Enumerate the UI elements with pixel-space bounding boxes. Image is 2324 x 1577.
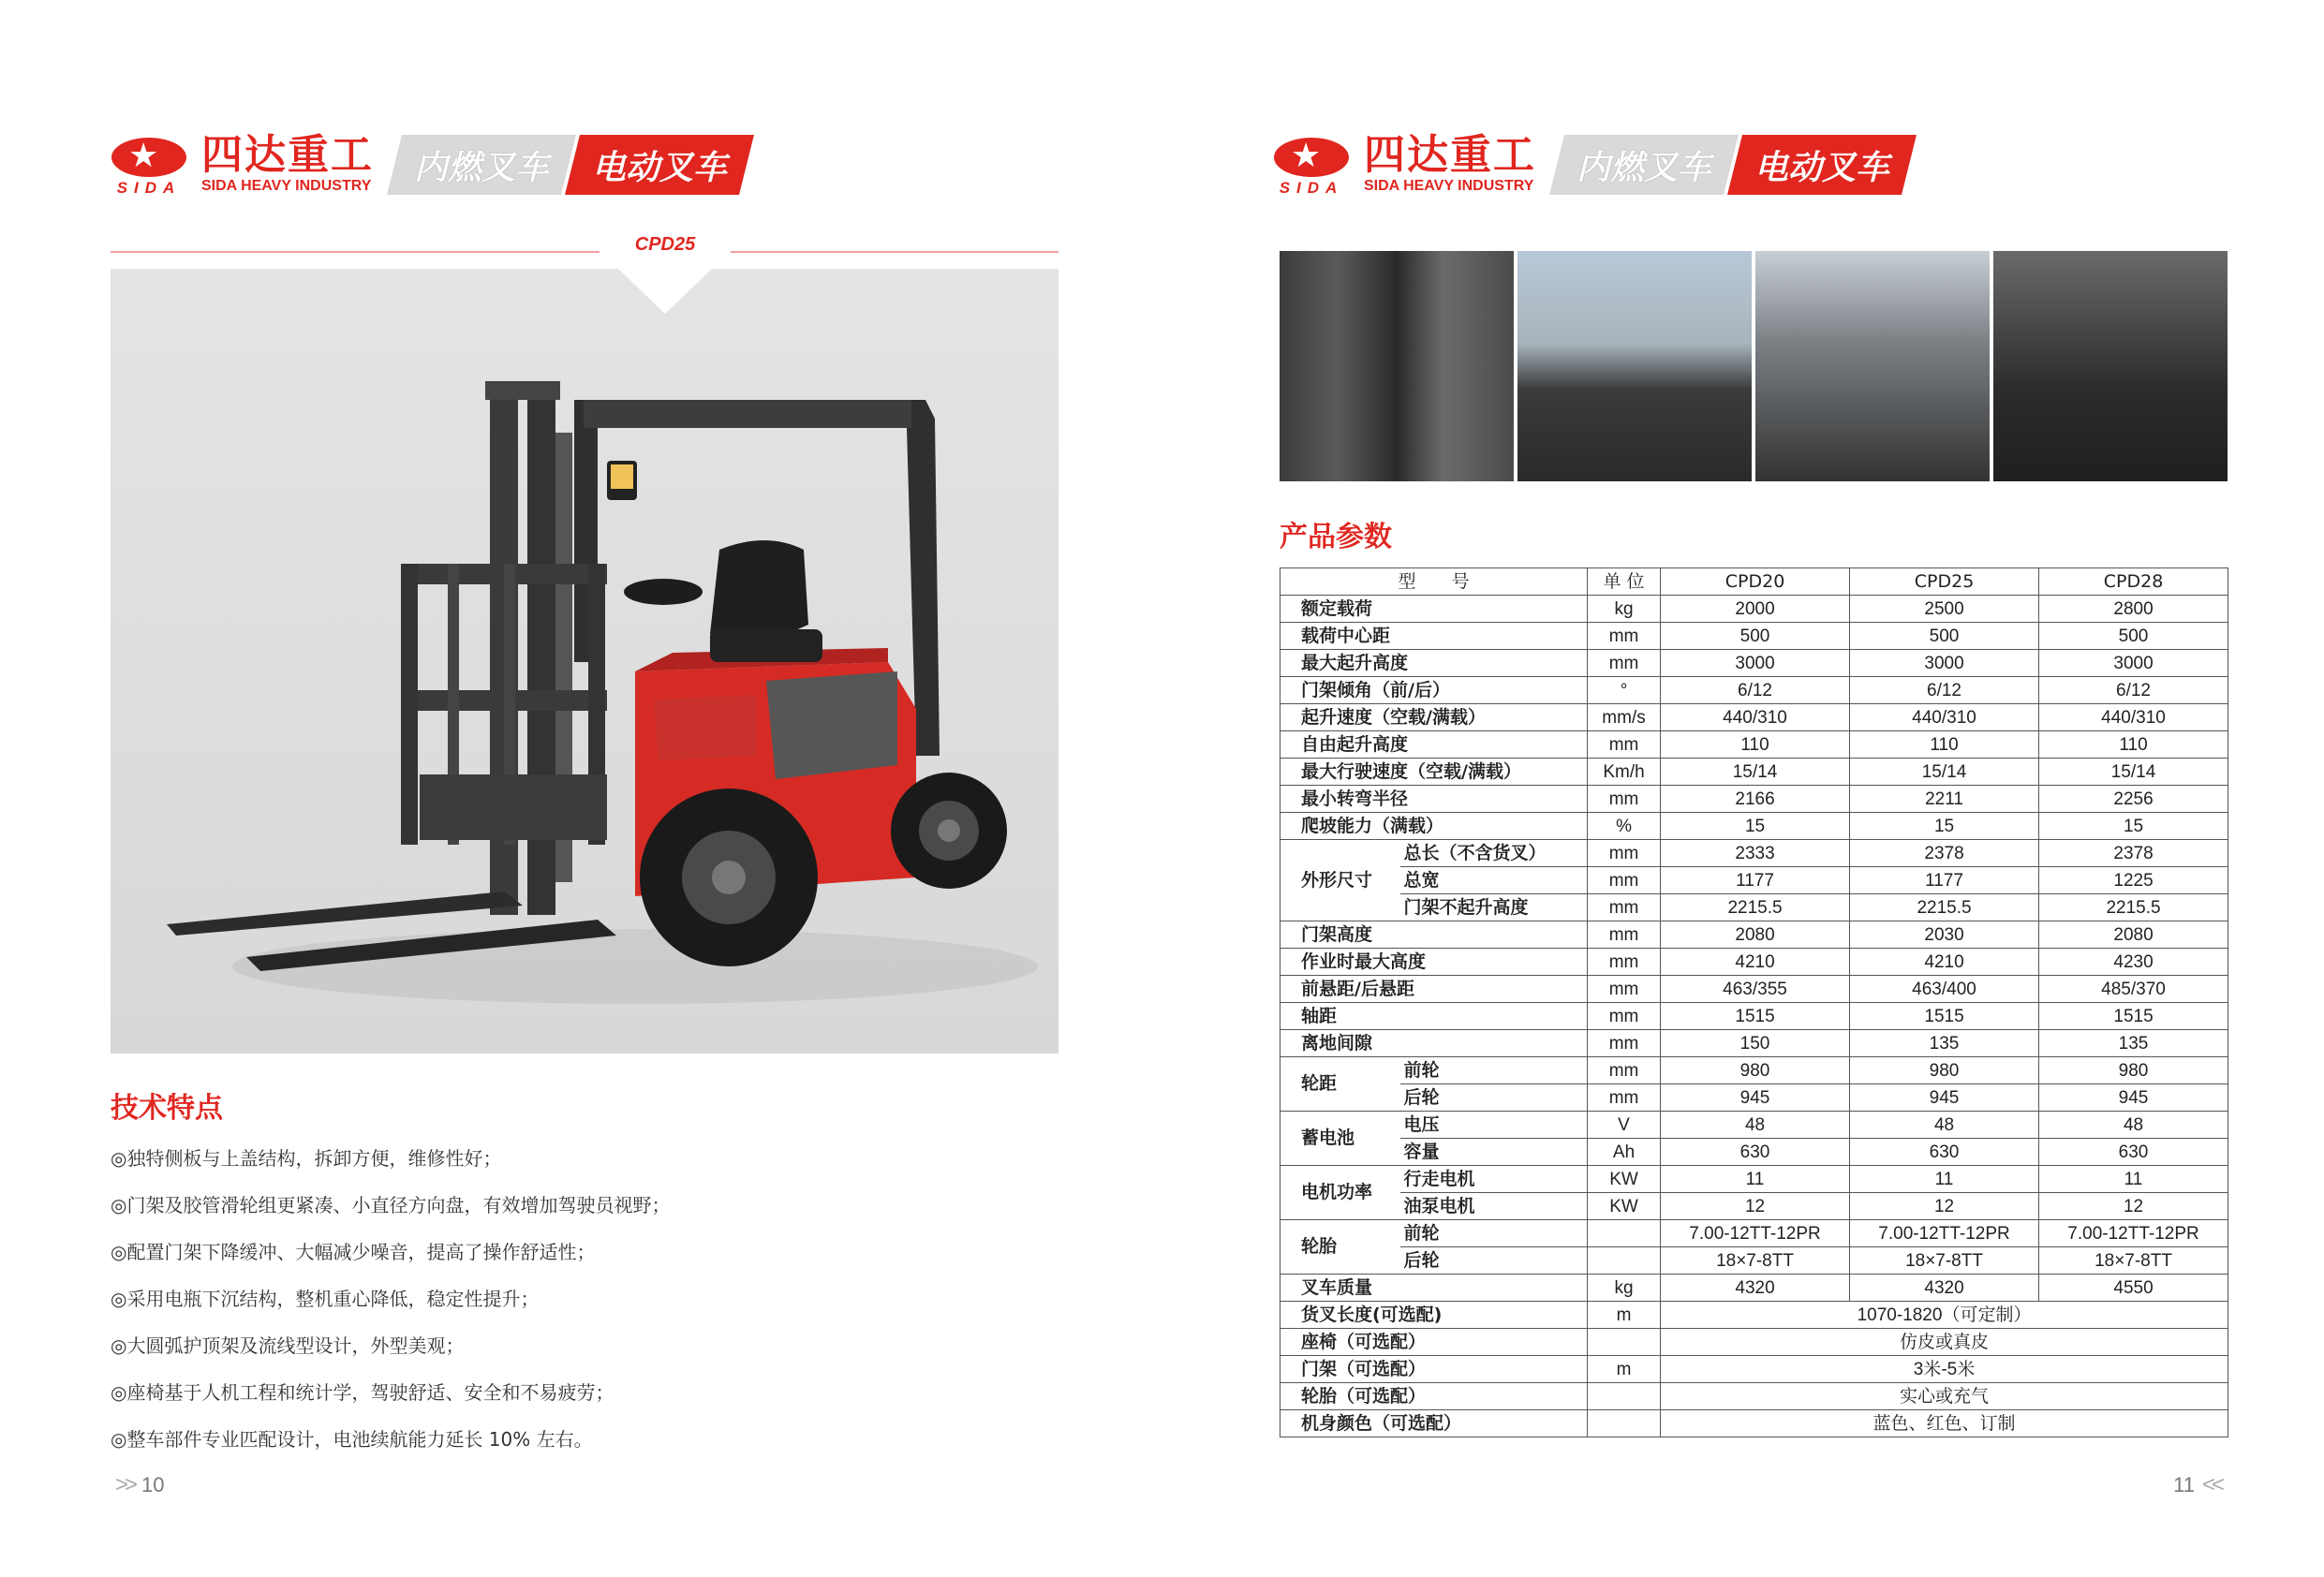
spec-value: 2378: [1850, 840, 2039, 867]
spec-name: 作业时最大高度: [1280, 949, 1588, 976]
spec-value: 12: [1661, 1193, 1850, 1220]
spec-value: 2800: [2039, 596, 2228, 623]
spec-unit: [1588, 1329, 1661, 1356]
spec-unit: [1588, 1410, 1661, 1437]
spec-value: 630: [1661, 1139, 1850, 1166]
spec-row: [1280, 1275, 2228, 1302]
spec-value: 110: [1850, 731, 2039, 759]
spec-value: 980: [1661, 1057, 1850, 1084]
spec-row: [1280, 759, 2228, 786]
features-list: [111, 1135, 670, 1463]
spec-value: 4210: [1850, 949, 2039, 976]
spec-name: 最大行驶速度（空载/满载）: [1280, 759, 1588, 786]
spec-value: 2333: [1661, 840, 1850, 867]
forklift-photo: [111, 269, 1058, 1054]
spec-unit: KW: [1588, 1193, 1661, 1220]
spec-value: 12: [1850, 1193, 2039, 1220]
right-page: [1162, 0, 2324, 1577]
spec-group-name: 轮胎: [1280, 1220, 1400, 1275]
spec-unit: mm: [1588, 840, 1661, 867]
spec-row: [1280, 1139, 2228, 1166]
spec-value: 440/310: [1661, 704, 1850, 731]
spec-unit: [1588, 1220, 1661, 1247]
detail-gallery: [1280, 251, 2228, 481]
spec-sub-name: 后轮: [1400, 1084, 1588, 1112]
spec-value: 2500: [1850, 596, 2039, 623]
spec-unit: kg: [1588, 596, 1661, 623]
spec-unit: Ah: [1588, 1139, 1661, 1166]
spec-row: [1280, 786, 2228, 813]
spec-option-row: [1280, 1329, 2228, 1356]
spec-unit: [1588, 1247, 1661, 1275]
spec-value: 150: [1661, 1030, 1850, 1057]
spec-row: [1280, 949, 2228, 976]
spec-unit: mm: [1588, 786, 1661, 813]
spec-row: [1280, 1220, 2228, 1247]
spec-value: 110: [1661, 731, 1850, 759]
spec-value: 4210: [1661, 949, 1850, 976]
tag-electric-forklift: 电动叉车: [1727, 135, 1917, 195]
spec-option-row: [1280, 1410, 2228, 1437]
spec-value: 18×7-8TT: [1850, 1247, 2039, 1275]
spec-value: 440/310: [1850, 704, 2039, 731]
spec-unit: [1588, 1383, 1661, 1410]
feature-item: ◎整车部件专业匹配设计，电池续航能力延长 10% 左右。: [111, 1428, 593, 1451]
spec-value: 18×7-8TT: [2039, 1247, 2228, 1275]
spec-name: 货叉长度(可选配): [1280, 1302, 1588, 1329]
spec-row: [1280, 813, 2228, 840]
spec-title: 产品参数: [1280, 521, 1392, 553]
double-chevron-left-icon: <<: [2201, 1472, 2221, 1497]
model-label: CPD25: [600, 234, 731, 268]
spec-value: 12: [2039, 1193, 2228, 1220]
spec-value: 1515: [1850, 1003, 2039, 1030]
spec-value: 2215.5: [2039, 894, 2228, 921]
spec-value: 6/12: [2039, 677, 2228, 704]
brand-name: [201, 131, 374, 196]
spec-group-name: 外形尺寸: [1280, 840, 1400, 921]
spec-name: 起升速度（空载/满载）: [1280, 704, 1588, 731]
feature-item: ◎门架及胶管滑轮组更紧凑、小直径方向盘，有效增加驾驶员视野；: [111, 1194, 671, 1216]
spec-unit: mm: [1588, 731, 1661, 759]
spec-value: 6/12: [1661, 677, 1850, 704]
spec-row: [1280, 1247, 2228, 1275]
spec-unit: m: [1588, 1302, 1661, 1329]
spec-unit: mm: [1588, 867, 1661, 894]
brand-name: [1364, 131, 1536, 196]
spec-unit: mm: [1588, 949, 1661, 976]
spec-row: [1280, 596, 2228, 623]
spec-value: 500: [2039, 623, 2228, 650]
spec-option-row: [1280, 1302, 2228, 1329]
spec-value: 2211: [1850, 786, 2039, 813]
spec-value: 11: [2039, 1166, 2228, 1193]
spec-value: 135: [2039, 1030, 2228, 1057]
spec-value: 440/310: [2039, 704, 2228, 731]
spec-value: 980: [1850, 1057, 2039, 1084]
spec-name: 叉车质量: [1280, 1275, 1588, 1302]
spec-value: 2166: [1661, 786, 1850, 813]
spec-option-value: 3米-5米: [1661, 1356, 2228, 1383]
spec-value: 11: [1850, 1166, 2039, 1193]
spec-value: 3000: [1850, 650, 2039, 677]
header-model: CPD20: [1661, 568, 1850, 596]
spec-sub-name: 后轮: [1400, 1247, 1588, 1275]
spec-value: 7.00-12TT-12PR: [1661, 1220, 1850, 1247]
tag-ic-forklift: 内燃叉车: [387, 135, 576, 195]
spec-row: [1280, 894, 2228, 921]
spec-name: 门架倾角（前/后）: [1280, 677, 1588, 704]
spec-unit: mm: [1588, 976, 1661, 1003]
sida-logo-icon: ★ SIDA: [1270, 132, 1353, 198]
spec-sub-name: 前轮: [1400, 1057, 1588, 1084]
spec-value: 1515: [1661, 1003, 1850, 1030]
spec-value: 1225: [2039, 867, 2228, 894]
spec-row: [1280, 1057, 2228, 1084]
spec-sub-name: 容量: [1400, 1139, 1588, 1166]
spec-name: 自由起升高度: [1280, 731, 1588, 759]
spec-value: 15/14: [2039, 759, 2228, 786]
spec-value: 463/400: [1850, 976, 2039, 1003]
brand-name-cn: 四达重工: [201, 131, 374, 179]
spec-option-value: 1070-1820（可定制）: [1661, 1302, 2228, 1329]
spec-value: 2378: [2039, 840, 2228, 867]
spec-header-row: [1280, 568, 2228, 596]
spec-sub-name: 电压: [1400, 1112, 1588, 1139]
feature-item: ◎大圆弧护顶架及流线型设计，外型美观；: [111, 1334, 465, 1357]
spec-option-value: 蓝色、红色、订制: [1661, 1410, 2228, 1437]
brand-header: [108, 131, 747, 199]
spec-name: 额定载荷: [1280, 596, 1588, 623]
spec-value: 945: [1850, 1084, 2039, 1112]
spec-table: [1280, 567, 2228, 1437]
spec-value: 4320: [1850, 1275, 2039, 1302]
spec-unit: mm: [1588, 650, 1661, 677]
spec-value: 15: [2039, 813, 2228, 840]
spec-name: 轮胎（可选配）: [1280, 1383, 1588, 1410]
spec-unit: mm: [1588, 894, 1661, 921]
spec-unit: V: [1588, 1112, 1661, 1139]
spec-value: 48: [1850, 1112, 2039, 1139]
spec-name: 座椅（可选配）: [1280, 1329, 1588, 1356]
spec-value: 18×7-8TT: [1661, 1247, 1850, 1275]
spec-value: 2256: [2039, 786, 2228, 813]
spec-value: 4230: [2039, 949, 2228, 976]
spec-value: 3000: [1661, 650, 1850, 677]
spec-value: 1177: [1850, 867, 2039, 894]
feature-item: ◎配置门架下降缓冲、大幅减少噪音，提高了操作舒适性；: [111, 1241, 596, 1263]
spec-name: 轴距: [1280, 1003, 1588, 1030]
spec-value: 2030: [1850, 921, 2039, 949]
spec-value: 7.00-12TT-12PR: [1850, 1220, 2039, 1247]
spec-row: [1280, 1112, 2228, 1139]
spec-row: [1280, 867, 2228, 894]
header-model: CPD28: [2039, 568, 2228, 596]
spec-unit: mm: [1588, 1057, 1661, 1084]
spec-value: 2000: [1661, 596, 1850, 623]
spec-value: 4320: [1661, 1275, 1850, 1302]
page-number-left: >> 10: [115, 1472, 165, 1497]
tag-ic-forklift: 内燃叉车: [1549, 135, 1739, 195]
spec-name: 最小转弯半径: [1280, 786, 1588, 813]
spec-value: 500: [1850, 623, 2039, 650]
spec-group-name: 蓄电池: [1280, 1112, 1400, 1166]
spec-value: 1177: [1661, 867, 1850, 894]
spec-unit: Km/h: [1588, 759, 1661, 786]
model-divider: [111, 251, 1058, 253]
forklift-illustration: [111, 269, 1058, 1054]
spec-value: 15: [1850, 813, 2039, 840]
spec-value: 485/370: [2039, 976, 2228, 1003]
spec-sub-name: 行走电机: [1400, 1166, 1588, 1193]
brand-name-en: SIDA HEAVY INDUSTRY: [201, 178, 372, 194]
spec-value: 135: [1850, 1030, 2039, 1057]
spec-value: 980: [2039, 1057, 2228, 1084]
spec-value: 110: [2039, 731, 2228, 759]
spec-option-value: 仿皮或真皮: [1661, 1329, 2228, 1356]
feature-item: ◎独特侧板与上盖结构，拆卸方便，维修性好；: [111, 1147, 502, 1170]
spec-unit: mm: [1588, 1003, 1661, 1030]
spec-unit: mm: [1588, 1030, 1661, 1057]
spec-row: [1280, 1084, 2228, 1112]
spec-option-value: 实心或充气: [1661, 1383, 2228, 1410]
feature-item: ◎采用电瓶下沉结构，整机重心降低，稳定性提升；: [111, 1288, 540, 1310]
gallery-image-seat: [1517, 251, 1752, 481]
spec-unit: mm/s: [1588, 704, 1661, 731]
spec-name: 爬坡能力（满载）: [1280, 813, 1588, 840]
gallery-image-dashboard: [1993, 251, 2228, 481]
brand-name-cn: 四达重工: [1364, 131, 1536, 179]
spec-group-name: 轮距: [1280, 1057, 1400, 1112]
spec-row: [1280, 1166, 2228, 1193]
header-model: CPD25: [1850, 568, 2039, 596]
spec-row: [1280, 1003, 2228, 1030]
spec-name: 最大起升高度: [1280, 650, 1588, 677]
spec-row: [1280, 1030, 2228, 1057]
spec-unit: kg: [1588, 1275, 1661, 1302]
brand-name-en: SIDA HEAVY INDUSTRY: [1364, 178, 1534, 194]
spec-row: [1280, 650, 2228, 677]
page-number-right: 11 <<: [2173, 1472, 2221, 1497]
spec-unit: KW: [1588, 1166, 1661, 1193]
spec-value: 2215.5: [1850, 894, 2039, 921]
spec-sub-name: 总宽: [1400, 867, 1588, 894]
spec-row: [1280, 704, 2228, 731]
spec-value: 11: [1661, 1166, 1850, 1193]
spec-value: 2215.5: [1661, 894, 1850, 921]
spec-row: [1280, 731, 2228, 759]
tag-electric-forklift: 电动叉车: [565, 135, 754, 195]
sida-logo-icon: ★ SIDA: [108, 132, 190, 198]
spec-value: 3000: [2039, 650, 2228, 677]
spec-sub-name: 前轮: [1400, 1220, 1588, 1247]
spec-row: [1280, 976, 2228, 1003]
spec-value: 945: [1661, 1084, 1850, 1112]
spec-row: [1280, 1193, 2228, 1220]
spec-option-row: [1280, 1356, 2228, 1383]
spec-value: 15/14: [1661, 759, 1850, 786]
spec-row: [1280, 623, 2228, 650]
spec-value: 48: [2039, 1112, 2228, 1139]
spec-value: 4550: [2039, 1275, 2228, 1302]
gallery-image-mast-chain: [1280, 251, 1514, 481]
spec-unit: °: [1588, 677, 1661, 704]
spec-name: 门架（可选配）: [1280, 1356, 1588, 1383]
spec-name: 载荷中心距: [1280, 623, 1588, 650]
spec-sub-name: 总长（不含货叉）: [1400, 840, 1588, 867]
header-item: 型 号: [1280, 568, 1588, 596]
spec-name: 机身颜色（可选配）: [1280, 1410, 1588, 1437]
spec-option-row: [1280, 1383, 2228, 1410]
spec-value: 6/12: [1850, 677, 2039, 704]
spec-value: 15: [1661, 813, 1850, 840]
spec-row: [1280, 921, 2228, 949]
features-title: 技术特点: [111, 1092, 223, 1125]
spec-unit: mm: [1588, 1084, 1661, 1112]
spec-unit: m: [1588, 1356, 1661, 1383]
spec-sub-name: 油泵电机: [1400, 1193, 1588, 1220]
spec-row: [1280, 677, 2228, 704]
gallery-image-work-light: [1755, 251, 1990, 481]
spec-value: 630: [2039, 1139, 2228, 1166]
header-unit: 单 位: [1588, 568, 1661, 596]
spec-row: [1280, 840, 2228, 867]
spec-value: 2080: [1661, 921, 1850, 949]
spec-name: 前悬距/后悬距: [1280, 976, 1588, 1003]
photo-notch: [618, 269, 712, 314]
spec-value: 7.00-12TT-12PR: [2039, 1220, 2228, 1247]
spec-value: 2080: [2039, 921, 2228, 949]
spec-unit: mm: [1588, 623, 1661, 650]
spec-value: 463/355: [1661, 976, 1850, 1003]
double-chevron-right-icon: >>: [115, 1472, 135, 1497]
spec-value: 945: [2039, 1084, 2228, 1112]
spec-group-name: 电机功率: [1280, 1166, 1400, 1220]
spec-name: 门架高度: [1280, 921, 1588, 949]
spec-unit: %: [1588, 813, 1661, 840]
spec-unit: mm: [1588, 921, 1661, 949]
spec-value: 48: [1661, 1112, 1850, 1139]
feature-item: ◎座椅基于人机工程和统计学，驾驶舒适、安全和不易疲劳；: [111, 1381, 614, 1404]
spec-value: 630: [1850, 1139, 2039, 1166]
spec-value: 500: [1661, 623, 1850, 650]
spec-value: 15/14: [1850, 759, 2039, 786]
spec-sub-name: 门架不起升高度: [1400, 894, 1588, 921]
spec-value: 1515: [2039, 1003, 2228, 1030]
brand-header: [1270, 131, 1909, 199]
spec-name: 离地间隙: [1280, 1030, 1588, 1057]
